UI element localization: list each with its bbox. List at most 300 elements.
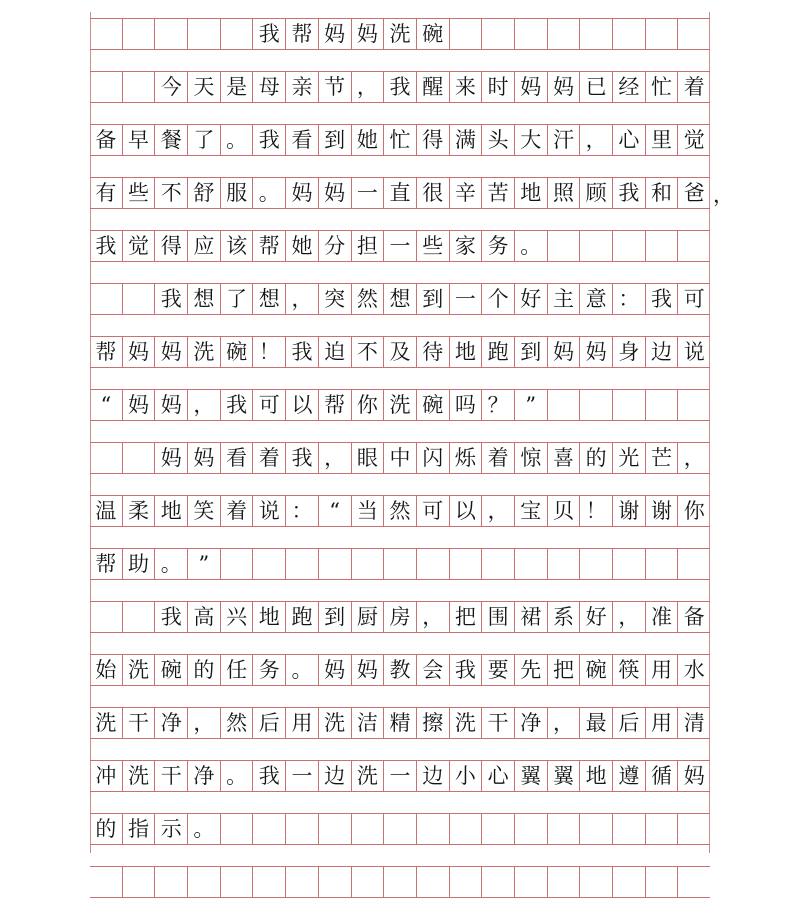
grid-cell xyxy=(90,443,123,473)
grid-cell: 筷 xyxy=(613,655,646,685)
grid-cell: 洗 xyxy=(123,655,156,685)
grid-cell: 净 xyxy=(188,761,221,791)
title-row xyxy=(90,18,710,50)
grid-cell: 很 xyxy=(417,178,450,208)
grid-cell: 头 xyxy=(482,125,515,155)
grid-cell: 擦 xyxy=(417,708,450,738)
grid-cell: ， xyxy=(188,708,221,738)
grid-cell: 中 xyxy=(384,443,417,473)
grid-cell: 你 xyxy=(352,390,385,420)
grid-cell xyxy=(580,231,613,261)
grid-cell: 碗 xyxy=(417,390,450,420)
grid-cell xyxy=(221,814,254,844)
grid-cell xyxy=(580,549,613,579)
grid-cell: 早 xyxy=(123,125,156,155)
grid-cell xyxy=(123,867,156,897)
grid-cell: 心 xyxy=(613,125,646,155)
grid-cell xyxy=(613,390,646,420)
grid-cell: 始 xyxy=(90,655,123,685)
grid-cell: 担 xyxy=(352,231,385,261)
grid-cell: 最 xyxy=(580,708,613,738)
grid-cell xyxy=(548,19,581,49)
grid-cell: 说 xyxy=(683,339,705,364)
grid-cell: 着 xyxy=(482,443,515,473)
grid-cell xyxy=(90,72,123,102)
text-row xyxy=(90,230,710,262)
grid-cell: 今 xyxy=(155,72,188,102)
grid-cell: 一 xyxy=(450,284,483,314)
grid-cell: 贝 xyxy=(548,496,581,526)
grid-cell xyxy=(678,231,710,261)
grid-cell: 她 xyxy=(352,125,385,155)
grid-cell: 温 xyxy=(90,496,123,526)
grid-cell: ， xyxy=(188,390,221,420)
grid-cell: 好 xyxy=(515,284,548,314)
grid-cell: 把 xyxy=(548,655,581,685)
grid-cell: 我 xyxy=(155,602,188,632)
grid-cell: 她 xyxy=(286,231,319,261)
grid-cell: 务 xyxy=(253,655,286,685)
grid-cell xyxy=(548,390,581,420)
grid-cell: 着 xyxy=(683,74,705,99)
grid-cell: “ xyxy=(319,496,352,526)
grid-cell xyxy=(678,814,710,844)
grid-cell: 了 xyxy=(221,284,254,314)
grid-cell: 的 xyxy=(580,443,613,473)
grid-cell: 翼 xyxy=(515,761,548,791)
grid-cell: 满 xyxy=(450,125,483,155)
grid-cell: 净 xyxy=(155,708,188,738)
grid-cell: 洗 xyxy=(352,761,385,791)
grid-cell: 意 xyxy=(580,284,613,314)
grid-cell xyxy=(90,19,123,49)
grid-cell xyxy=(450,19,483,49)
grid-cell: 闪 xyxy=(417,443,450,473)
grid-cell: 然 xyxy=(221,708,254,738)
grid-cell: 和 xyxy=(646,178,679,208)
grid-cell: 可 xyxy=(253,390,286,420)
grid-cell: 分 xyxy=(319,231,352,261)
grid-cell xyxy=(548,549,581,579)
grid-cell xyxy=(221,549,254,579)
grid-cell: 。 xyxy=(221,125,254,155)
grid-cell: 妈 xyxy=(188,443,221,473)
grid-cell: 妈 xyxy=(286,178,319,208)
grid-cell: 到 xyxy=(417,284,450,314)
grid-cell: 翼 xyxy=(548,761,581,791)
grid-cell: 精 xyxy=(384,708,417,738)
grid-cell: 妈 xyxy=(352,19,385,49)
grid-cell xyxy=(319,867,352,897)
grid-cell: 亲 xyxy=(286,72,319,102)
grid-cell xyxy=(123,72,156,102)
grid-cell: 以 xyxy=(286,390,319,420)
text-row xyxy=(90,866,710,898)
grid-cell: 然 xyxy=(352,284,385,314)
grid-cell: 一 xyxy=(384,761,417,791)
grid-cell: 直 xyxy=(384,178,417,208)
grid-cell xyxy=(678,19,710,49)
grid-cell: 。 xyxy=(221,761,254,791)
grid-cell: ， xyxy=(613,602,646,632)
grid-cell xyxy=(580,814,613,844)
grid-cell xyxy=(384,867,417,897)
grid-cell: 干 xyxy=(482,708,515,738)
text-row xyxy=(90,177,710,209)
grid-cell: 帮 xyxy=(253,231,286,261)
grid-cell: 边 xyxy=(417,761,450,791)
grid-cell xyxy=(90,284,123,314)
grid-cell xyxy=(580,19,613,49)
grid-cell: 用 xyxy=(646,655,679,685)
grid-cell: ， xyxy=(417,602,450,632)
grid-cell xyxy=(548,867,581,897)
grid-cell: 我 xyxy=(253,125,286,155)
grid-cell: 眼 xyxy=(352,443,385,473)
grid-cell: 不 xyxy=(352,337,385,367)
grid-cell: 边 xyxy=(646,337,679,367)
grid-cell xyxy=(286,867,319,897)
grid-cell: 洗 xyxy=(188,337,221,367)
grid-cell: 的 xyxy=(90,814,123,844)
grid-cell: 裙 xyxy=(515,602,548,632)
grid-cell: 些 xyxy=(417,231,450,261)
grid-cell xyxy=(613,231,646,261)
grid-cell: 个 xyxy=(482,284,515,314)
grid-cell xyxy=(482,867,515,897)
grid-cell: 烁 xyxy=(450,443,483,473)
grid-cell: 忙 xyxy=(384,125,417,155)
grid-cell: 碗 xyxy=(417,19,450,49)
grid-cell: 地 xyxy=(450,337,483,367)
grid-cell: 你 xyxy=(683,498,705,523)
grid-cell xyxy=(286,549,319,579)
grid-cell xyxy=(352,867,385,897)
grid-cell xyxy=(286,814,319,844)
text-row xyxy=(90,654,710,686)
grid-cell: 来 xyxy=(450,72,483,102)
grid-cell: ， xyxy=(352,72,385,102)
grid-cell xyxy=(450,867,483,897)
grid-cell: 。 xyxy=(253,178,286,208)
grid-cell: 不 xyxy=(155,178,188,208)
grid-cell: 身 xyxy=(613,337,646,367)
grid-cell xyxy=(352,814,385,844)
grid-cell: 净 xyxy=(515,708,548,738)
grid-cell: 苦 xyxy=(482,178,515,208)
grid-cell: 边 xyxy=(319,761,352,791)
grid-cell: 服 xyxy=(221,178,254,208)
grid-cell xyxy=(646,814,679,844)
grid-cell xyxy=(155,19,188,49)
grid-cell: 待 xyxy=(417,337,450,367)
grid-cell xyxy=(613,19,646,49)
grid-cell: 妈 xyxy=(580,337,613,367)
grid-cell xyxy=(515,19,548,49)
grid-cell: 想 xyxy=(253,284,286,314)
grid-cell: 帮 xyxy=(286,19,319,49)
text-row xyxy=(90,601,710,633)
grid-cell: ， xyxy=(482,496,515,526)
grid-cell: 的 xyxy=(188,655,221,685)
grid-cell xyxy=(482,549,515,579)
grid-cell: 天 xyxy=(188,72,221,102)
grid-cell: 妈 xyxy=(155,390,188,420)
grid-cell xyxy=(417,814,450,844)
grid-cell: ？ xyxy=(482,390,515,420)
grid-cell: 妈 xyxy=(515,72,548,102)
grid-cell: 有 xyxy=(90,178,123,208)
grid-cell xyxy=(646,867,679,897)
grid-cell: 房 xyxy=(384,602,417,632)
grid-cell: 谢 xyxy=(613,496,646,526)
grid-cell: 大 xyxy=(515,125,548,155)
grid-cell: 清 xyxy=(683,710,705,735)
grid-cell xyxy=(253,867,286,897)
grid-cell xyxy=(580,867,613,897)
grid-cell: 到 xyxy=(515,337,548,367)
grid-cell xyxy=(515,814,548,844)
grid-cell: 帮 xyxy=(90,337,123,367)
grid-cell: ” xyxy=(188,549,221,579)
text-row xyxy=(90,813,710,845)
grid-cell: 舒 xyxy=(188,178,221,208)
grid-cell: 到 xyxy=(319,125,352,155)
grid-cell: 系 xyxy=(548,602,581,632)
grid-cell: 厨 xyxy=(352,602,385,632)
grid-cell: 可 xyxy=(683,286,705,311)
grid-cell: 看 xyxy=(286,125,319,155)
grid-cell xyxy=(123,443,156,473)
grid-cell: 洗 xyxy=(450,708,483,738)
grid-cell: 觉 xyxy=(683,127,705,152)
grid-cell xyxy=(646,19,679,49)
grid-cell: 妈 xyxy=(123,337,156,367)
grid-cell xyxy=(515,549,548,579)
grid-cell: 想 xyxy=(188,284,221,314)
grid-cell: 干 xyxy=(155,761,188,791)
grid-cell: 我 xyxy=(646,284,679,314)
grid-cell: 。 xyxy=(286,655,319,685)
grid-cell xyxy=(188,867,221,897)
grid-cell: 餐 xyxy=(155,125,188,155)
grid-cell: 洁 xyxy=(352,708,385,738)
grid-cell: 干 xyxy=(123,708,156,738)
grid-cell: ！ xyxy=(253,337,286,367)
grid-cell xyxy=(548,814,581,844)
grid-cell: 洗 xyxy=(319,708,352,738)
grid-cell: 看 xyxy=(221,443,254,473)
grid-cell xyxy=(646,549,679,579)
grid-cell: 备 xyxy=(90,125,123,155)
grid-cell xyxy=(90,602,123,632)
grid-cell: “ xyxy=(90,390,123,420)
text-row xyxy=(90,707,710,739)
grid-cell: 我 xyxy=(613,178,646,208)
grid-cell xyxy=(678,390,710,420)
grid-cell: 地 xyxy=(580,761,613,791)
grid-cell: 妈 xyxy=(683,763,705,788)
grid-cell: 妈 xyxy=(123,390,156,420)
grid-cell: 谢 xyxy=(646,496,679,526)
grid-cell xyxy=(253,814,286,844)
grid-cell: 妈 xyxy=(155,337,188,367)
grid-cell: ” xyxy=(515,390,548,420)
grid-cell: 妈 xyxy=(548,72,581,102)
grid-cell: 碗 xyxy=(221,337,254,367)
text-row xyxy=(90,283,710,315)
grid-cell xyxy=(548,231,581,261)
grid-cell xyxy=(123,602,156,632)
grid-cell: 一 xyxy=(352,178,385,208)
grid-cell: 想 xyxy=(384,284,417,314)
grid-cell: ， xyxy=(548,708,581,738)
grid-cell: 及 xyxy=(384,337,417,367)
grid-cell: 心 xyxy=(482,761,515,791)
grid-cell: 地 xyxy=(515,178,548,208)
grid-cell: 一 xyxy=(286,761,319,791)
grid-cell: 惊 xyxy=(515,443,548,473)
grid-cell: 到 xyxy=(319,602,352,632)
grid-cell: 我 xyxy=(286,337,319,367)
grid-cell xyxy=(482,19,515,49)
grid-cell: 我 xyxy=(384,72,417,102)
grid-cell: 我 xyxy=(286,443,319,473)
grid-cell: 主 xyxy=(548,284,581,314)
grid-cell: 芒 xyxy=(646,443,679,473)
grid-cell: 照 xyxy=(548,178,581,208)
grid-cell: 吗 xyxy=(450,390,483,420)
grid-cell: 我 xyxy=(221,390,254,420)
grid-cell: 辛 xyxy=(450,178,483,208)
grid-cell: 洗 xyxy=(384,19,417,49)
grid-cell: 兴 xyxy=(221,602,254,632)
grid-cell: 地 xyxy=(253,602,286,632)
grid-cell: 喜 xyxy=(548,443,581,473)
grid-cell xyxy=(450,814,483,844)
grid-cell: 忙 xyxy=(646,72,679,102)
grid-cell: 碗 xyxy=(155,655,188,685)
grid-cell xyxy=(384,814,417,844)
grid-cell: 妈 xyxy=(319,178,352,208)
grid-cell: 迫 xyxy=(319,337,352,367)
grid-cell: 然 xyxy=(384,496,417,526)
grid-cell xyxy=(646,231,679,261)
grid-cell xyxy=(678,867,710,897)
text-row xyxy=(90,760,710,792)
grid-cell: 里 xyxy=(646,125,679,155)
grid-cell: 顾 xyxy=(580,178,613,208)
grid-cell: 妈 xyxy=(352,655,385,685)
text-row xyxy=(90,389,710,421)
grid-cell xyxy=(417,867,450,897)
grid-cell: 小 xyxy=(450,761,483,791)
grid-cell: 是 xyxy=(221,72,254,102)
grid-cell xyxy=(384,549,417,579)
grid-cell xyxy=(221,867,254,897)
grid-cell: 。 xyxy=(515,231,548,261)
grid-cell xyxy=(188,19,221,49)
grid-cell: 后 xyxy=(613,708,646,738)
grid-cell: 任 xyxy=(221,655,254,685)
grid-cell: 突 xyxy=(319,284,352,314)
text-row xyxy=(90,495,710,527)
grid-cell: 经 xyxy=(613,72,646,102)
grid-cell: 妈 xyxy=(319,19,352,49)
grid-cell: 我 xyxy=(450,655,483,685)
grid-cell xyxy=(123,284,156,314)
grid-cell xyxy=(352,549,385,579)
grid-cell: 我 xyxy=(253,761,286,791)
grid-cell: 得 xyxy=(417,125,450,155)
grid-cell: 地 xyxy=(155,496,188,526)
grid-cell: 爸 xyxy=(683,180,705,205)
margin-punctuation: ， xyxy=(713,183,734,207)
grid-cell: 可 xyxy=(417,496,450,526)
text-row xyxy=(90,548,710,580)
grid-cell xyxy=(253,549,286,579)
grid-cell: 帮 xyxy=(319,390,352,420)
grid-cell: ， xyxy=(580,125,613,155)
grid-cell: 妈 xyxy=(548,337,581,367)
grid-cell: 些 xyxy=(123,178,156,208)
grid-cell: 示 xyxy=(155,814,188,844)
grid-cell: 用 xyxy=(646,708,679,738)
grid-cell: 高 xyxy=(188,602,221,632)
grid-cell: 先 xyxy=(515,655,548,685)
grid-cell: 汗 xyxy=(548,125,581,155)
grid-cell: 醒 xyxy=(417,72,450,102)
grid-cell: 我 xyxy=(90,231,123,261)
grid-cell: ， xyxy=(319,443,352,473)
grid-cell xyxy=(613,549,646,579)
grid-cell: 妈 xyxy=(155,443,188,473)
grid-cell: 得 xyxy=(155,231,188,261)
grid-cell: 循 xyxy=(646,761,679,791)
grid-cell: 把 xyxy=(450,602,483,632)
grid-cell xyxy=(319,814,352,844)
grid-cell: 备 xyxy=(683,604,705,629)
grid-cell: 以 xyxy=(450,496,483,526)
grid-cell: 会 xyxy=(417,655,450,685)
grid-cell: 节 xyxy=(319,72,352,102)
grid-cell: 笑 xyxy=(188,496,221,526)
grid-cell: 后 xyxy=(253,708,286,738)
grid-cell: 碗 xyxy=(580,655,613,685)
grid-cell xyxy=(613,867,646,897)
grid-cell: 着 xyxy=(253,443,286,473)
grid-cell: 。 xyxy=(155,549,188,579)
grid-cell: 跑 xyxy=(286,602,319,632)
grid-cell: 该 xyxy=(221,231,254,261)
grid-cell: 帮 xyxy=(90,549,123,579)
grid-cell: 用 xyxy=(286,708,319,738)
grid-cell: ： xyxy=(613,284,646,314)
grid-cell xyxy=(90,867,123,897)
grid-cell: ！ xyxy=(580,496,613,526)
grid-cell xyxy=(646,390,679,420)
grid-cell: 已 xyxy=(580,72,613,102)
grid-cell xyxy=(515,867,548,897)
grid-cell: 母 xyxy=(253,72,286,102)
grid-cell: 洗 xyxy=(384,390,417,420)
grid-cell: 应 xyxy=(188,231,221,261)
text-row xyxy=(90,442,710,474)
grid-cell: 务 xyxy=(482,231,515,261)
grid-cell xyxy=(155,867,188,897)
grid-cell: 着 xyxy=(221,496,254,526)
grid-cell xyxy=(450,549,483,579)
